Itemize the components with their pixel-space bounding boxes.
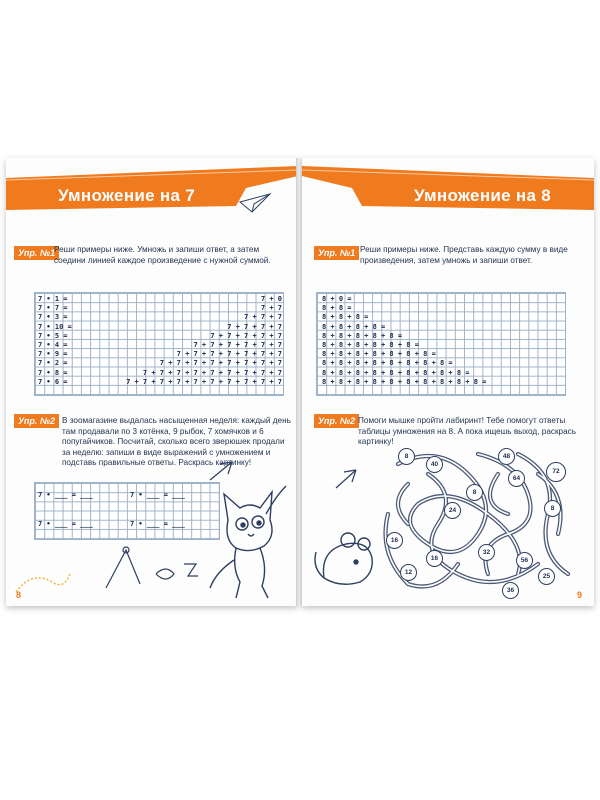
right-ex1-instructions: Реши примеры ниже. Представь каждую сумму в виде произведения, затем умножь и запиши ответ. [360,245,568,265]
multiplication-row: 7 • 9 = [38,350,68,359]
left-ex2-row-1[interactable]: 7 • ___ = ___ [38,491,93,499]
compass-doodle-icon [96,544,206,596]
right-page [302,158,594,606]
multiplication-row: 7 • 10 = [38,322,72,331]
sum-row: 8 + 8 + 8 + 8 + 8 + 8 + 8 + 8 + 8 = [322,368,470,377]
right-ex1-sums [322,295,486,387]
maze-number: 8 [544,500,561,517]
maze-number: 8 [398,448,415,465]
multiplication-row: 7 • 2 = [38,359,68,368]
maze-number: 36 [502,582,519,599]
maze-number: 64 [508,470,525,487]
sum-row: 8 + 8 + 8 + 8 + 8 = [322,331,403,340]
sum-row: 7 + 0 [260,295,282,303]
right-ex2-instructions: Помоги мышке пройти лабиринт! Тебе помогут ответы таблицы умножения на 8. А пока ищешь выход, раскрась картинку! [358,416,577,446]
left-page-title: Умножение на 7 [58,186,196,205]
sum-row: 7 + 7 [260,304,282,313]
maze-number: 12 [400,564,417,581]
workbook-spread [6,158,594,608]
left-ex2-tag: Упр. №2 [14,414,59,428]
maze-number: 25 [538,568,555,585]
left-ex1-sums [126,295,282,387]
multiplication-row: 7 • 4 = [38,340,68,349]
sum-row: 7 + 7 + 7 + 7 + 7 + 7 + 7 [176,350,282,359]
multiplication-row: 7 • 6 = [38,377,68,386]
maze-number: 8 [466,484,483,501]
left-ex2-instructions: В зоомагазине выдалась насыщенная неделя: каждый день там продавали по 3 котёнка, 9 рыбок, 7 хомячков и 6 попугайчиков. Посчитай, сколько всего зверюшек продали за неделю: запиши в виде выражений с умножением и подставь правильные ответы. Раскрась картинку! [62,416,291,467]
multiplication-row: 7 • 1 = [38,295,68,303]
multiplication-row: 7 • 8 = [38,368,68,377]
maze-number: 16 [426,550,443,567]
sum-row: 7 + 7 + 7 + 7 + 7 + 7 + 7 + 7 + 7 + 7 [126,377,282,386]
sum-row: 8 + 8 + 8 + 8 + 8 + 8 + 8 + 8 = [322,359,453,368]
maze-number: 32 [478,544,495,561]
sum-row: 8 + 8 + 8 + 8 + 8 + 8 + 8 = [322,350,436,359]
maze-number: 56 [516,552,533,569]
left-ex1-tag: Упр. №1 [14,246,59,260]
sum-row: 8 + 8 + 8 + 8 + 8 + 8 + 8 + 8 + 8 + 8 = [322,377,487,386]
maze-exit-number: 72 [546,462,566,482]
multiplication-row: 7 • 7 = [38,304,68,313]
sum-row: 7 + 7 + 7 + 7 + 7 + 7 + 7 + 7 [159,359,282,368]
sum-row: 8 + 0 = [322,295,352,303]
left-ex2-row-3[interactable]: 7 • ___ = ___ [38,520,93,528]
sum-row: 8 + 8 = [322,304,352,313]
maze-number: 48 [498,448,515,465]
cat-illustration [206,476,292,602]
sum-row: 8 + 8 + 8 + 8 = [322,322,386,331]
left-ex1-instructions: Реши примеры ниже. Умножь и запиши ответ, а затем соедини линией каждое произведение с нужной суммой. [54,245,271,265]
right-page-number: 9 [576,590,582,600]
sum-row: 7 + 7 + 7 + 7 + 7 + 7 + 7 + 7 + 7 [142,368,282,377]
sum-row: 7 + 7 + 7 + 7 + 7 + 7 [193,340,282,349]
maze-number: 40 [426,456,443,473]
cursor-arrow-icon [206,458,236,484]
multiplication-row: 7 • 5 = [38,331,68,340]
cursor-arrow-icon [332,464,362,492]
maze-number: 24 [444,502,461,519]
left-ex1-products [38,295,72,387]
maze-number: 16 [386,532,403,549]
sum-row: 7 + 7 + 7 + 7 + 7 [210,331,282,340]
sum-row: 8 + 8 + 8 = [322,313,369,322]
multiplication-row: 7 • 3 = [38,313,68,322]
left-page [6,158,298,606]
sum-row: 7 + 7 + 7 + 7 [227,322,282,331]
right-page-title: Умножение на 8 [414,186,552,205]
paper-plane-icon [238,192,272,214]
left-ex2-row-4[interactable]: 7 • ___ = ___ [130,520,185,528]
left-ex2-row-2[interactable]: 7 • ___ = ___ [130,491,185,499]
sum-row: 7 + 7 + 7 [244,313,282,322]
left-page-number: 8 [16,590,22,600]
right-ex2-tag: Упр. №2 [314,414,359,428]
sum-row: 8 + 8 + 8 + 8 + 8 + 8 = [322,340,419,349]
right-ex1-tag: Упр. №1 [314,246,359,260]
